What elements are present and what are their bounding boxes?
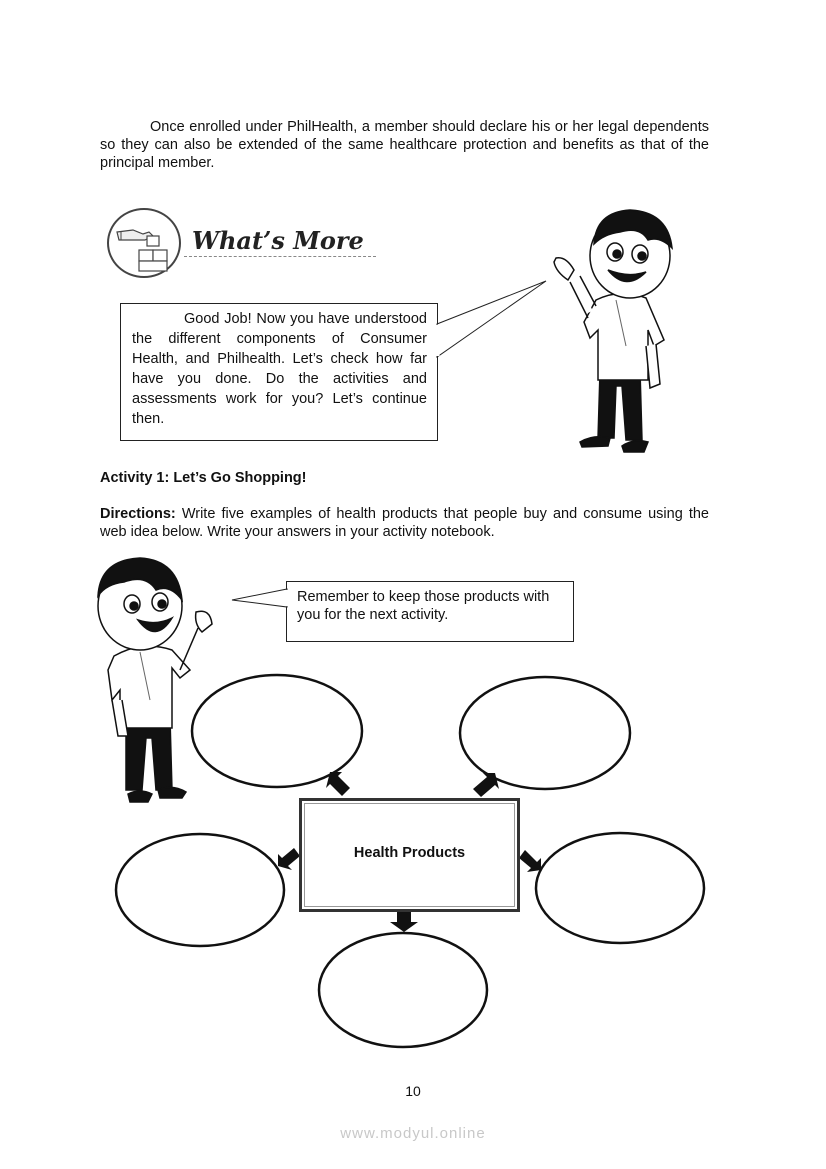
answer-oval-left	[116, 834, 284, 946]
boy-character-icon	[98, 558, 212, 802]
arrow-right-icon	[519, 850, 541, 872]
speech-bubble-encouragement: Good Job! Now you have understood the different components of Consumer Health, and Philhealth. Let’s check how far have you done. Do the activities and assessments work for you? Let’s continue then.	[120, 303, 438, 441]
bubble-1-tail	[437, 281, 546, 357]
answer-oval-right	[536, 833, 704, 943]
bubble-2-tail	[232, 589, 287, 607]
directions-text: Write five examples of health products that people buy and consume using the web idea below. Write your answers in your activity notebook.	[100, 506, 709, 540]
speech-bubble-reminder: Remember to keep those products with you for the next activity.	[286, 581, 574, 642]
boy-character-icon	[554, 210, 672, 452]
arrow-top-right-icon	[473, 773, 499, 797]
answer-oval-bottom	[319, 933, 487, 1047]
activity-directions	[100, 505, 709, 541]
section-title: What’s More	[192, 226, 364, 255]
arrow-left-icon	[278, 848, 300, 870]
health-products-box	[299, 798, 520, 912]
arrow-down-icon	[390, 912, 418, 932]
arrow-top-left-icon	[326, 772, 350, 796]
answer-oval-top-left	[192, 675, 362, 787]
health-products-label: Health Products	[353, 845, 466, 861]
hand-stacking-blocks-icon	[107, 208, 181, 278]
watermark: www.modyul.online	[340, 1125, 486, 1142]
answer-oval-top-right	[460, 677, 630, 789]
page-number: 10	[405, 1083, 421, 1099]
intro-paragraph: Once enrolled under PhilHealth, a member should declare his or her legal dependents so they can also be extended of the same healthcare protection and benefits as that of the principal member.	[100, 119, 709, 171]
activity-title: Activity 1: Let’s Go Shopping!	[100, 470, 307, 486]
directions-label: Directions:	[100, 506, 176, 522]
title-underline	[184, 256, 376, 257]
